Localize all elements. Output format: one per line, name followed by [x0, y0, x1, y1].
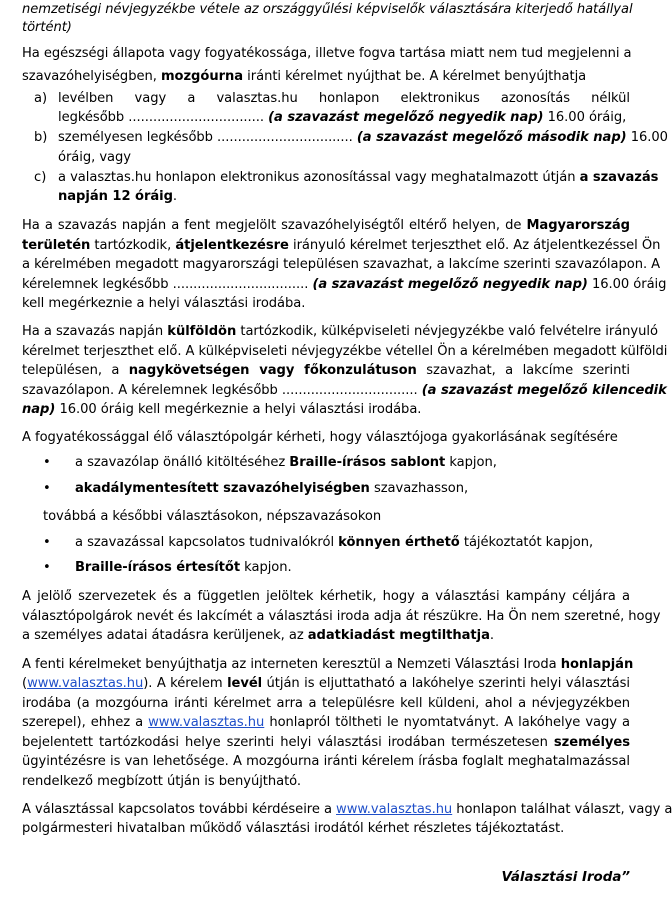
text-line: Ha a szavazás napján a fent megjelölt szavazóhelyiségtől eltérő helyen, de Magyarország — [22, 218, 630, 233]
signature: Választási Iroda” — [501, 870, 630, 885]
list-item: a szavazólap önálló kitöltéséhez Braille-írásos sablont kapjon, — [75, 455, 497, 470]
website-link[interactable]: www.valasztas.hu — [27, 676, 144, 691]
text-line: továbbá a későbbi választásokon, népszavazásokon — [43, 509, 382, 524]
bullet: • — [43, 481, 51, 496]
text-line: kell megérkeznie a helyi választási irodába. — [22, 296, 306, 311]
list-label-b: b) — [34, 130, 48, 145]
text-line: A választással kapcsolatos további kérdéseire a www.valasztas.hu honlapon találhat választ, vagy a — [22, 802, 672, 817]
text-line: településen, a nagykövetségen vagy főkonzulátuson szavazhat, a lakcíme szerinti — [22, 363, 630, 378]
text-line: (www.valasztas.hu). A kérelem levél útján is eljuttatható a lakóhelye szerinti helyi választási — [22, 676, 631, 691]
text-line: polgármesteri hivatalban működő választási irodától kérhet részletes tájékoztatást. — [22, 821, 565, 836]
text-line: legkésőbb ................................. (a szavazást megelőző negyedik nap) 16.00 óráig, — [58, 110, 627, 125]
text-line: területén tartózkodik, átjelentkezésre irányuló kérelmet terjeszthet elő. Az átjelentkezéssel Ön — [22, 238, 661, 253]
list-label-c: c) — [34, 170, 47, 185]
text-line: szerepel), ehhez a www.valasztas.hu honlapról töltheti le nyomtatványt. A lakóhelye vagy a — [22, 715, 630, 730]
website-link[interactable]: www.valasztas.hu — [336, 802, 453, 817]
text-line: napján 12 óráig. — [58, 189, 178, 204]
text-line: Ha a szavazás napján külföldön tartózkodik, külképviseleti névjegyzékbe való felvételre irányuló — [22, 324, 658, 339]
text-line: ügyintézésre is van lehetősége. A mozgóurna iránti kérelem írásba foglalt meghatalmazással — [22, 754, 630, 769]
text-line: rendelkező megbízott útján is benyújtható. — [22, 774, 302, 789]
website-link[interactable]: www.valasztas.hu — [148, 715, 265, 730]
text-line: irodába (a mozgóurna iránti kérelmet arra a településre kell küldeni, ahol a névjegyzékben — [22, 696, 630, 711]
list-item: a szavazással kapcsolatos tudnivalókról könnyen érthető tájékoztatót kapjon, — [75, 535, 594, 550]
text-line: szavazólapon. A kérelemnek legkésőbb ................................. (a szavazást megelőző kilencedik — [22, 383, 667, 398]
text-line: Ha egészségi állapota vagy fogyatékossága, illetve fogva tartása miatt nem tud megjelenni a — [22, 46, 632, 61]
bullet: • — [43, 535, 51, 550]
text-line: nap) 16.00 óráig kell megérkeznie a helyi választási irodába. — [22, 402, 422, 417]
text-line: nemzetiségi névjegyzékbe vétele az országgyűlési képviselők választására kiterjedő hatállyal — [22, 2, 633, 17]
text-line: a kérelmében megadott magyarországi településen szavazhat, a lakcíme szerinti szavazólapon. A — [22, 257, 661, 272]
text-line: választópolgárok nevét és lakcímét a választási iroda adja át részükre. Ha Ön nem szeretné, hogy — [22, 609, 661, 624]
text-line: kérelmet terjeszthet elő. A külképviseleti névjegyzékbe vétellel Ön a kérelmében megadott külföldi — [22, 344, 668, 359]
text-line: óráig, vagy — [58, 150, 131, 165]
text-line: A jelölő szervezetek és a független jelöltek kérhetik, hogy a választási kampány céljára a — [22, 589, 630, 604]
text-line: szavazóhelyiségben, mozgóurna iránti kérelmet nyújthat be. A kérelmet benyújthatja — [22, 69, 587, 84]
text-line: a valasztas.hu honlapon elektronikus azonosítással vagy meghatalmazott útján a szavazás — [58, 170, 659, 185]
list-label-a: a) — [34, 91, 48, 106]
list-item: Braille-írásos értesítőt kapjon. — [75, 560, 292, 575]
text-line: A fogyatékossággal élő választópolgár kérheti, hogy választójoga gyakorlásának segítésére — [22, 430, 618, 445]
text-line: kérelemnek legkésőbb ................................. (a szavazást megelőző negyedik nap) 16.00 óráig — [22, 277, 667, 292]
text-line: A fenti kérelmeket benyújthatja az interneten keresztül a Nemzeti Választási Iroda honlapján — [22, 657, 634, 672]
text-line: személyesen legkésőbb ................................. (a szavazást megelőző második nap) 16.00 — [58, 130, 668, 145]
text-line: történt) — [22, 20, 72, 35]
text-line: levélben vagy a valasztas.hu honlapon elektronikus azonosítás nélkül — [58, 91, 630, 106]
bullet: • — [43, 455, 51, 470]
text-line: a személyes adatai átadásra kerüljenek, az adatkiadást megtilthatja. — [22, 628, 494, 643]
text-line: bejelentett tartózkodási helye szerinti helyi választási irodában természetesen személyes — [22, 735, 630, 750]
bullet: • — [43, 560, 51, 575]
list-item: akadálymentesített szavazóhelyiségben szavazhasson, — [75, 481, 469, 496]
